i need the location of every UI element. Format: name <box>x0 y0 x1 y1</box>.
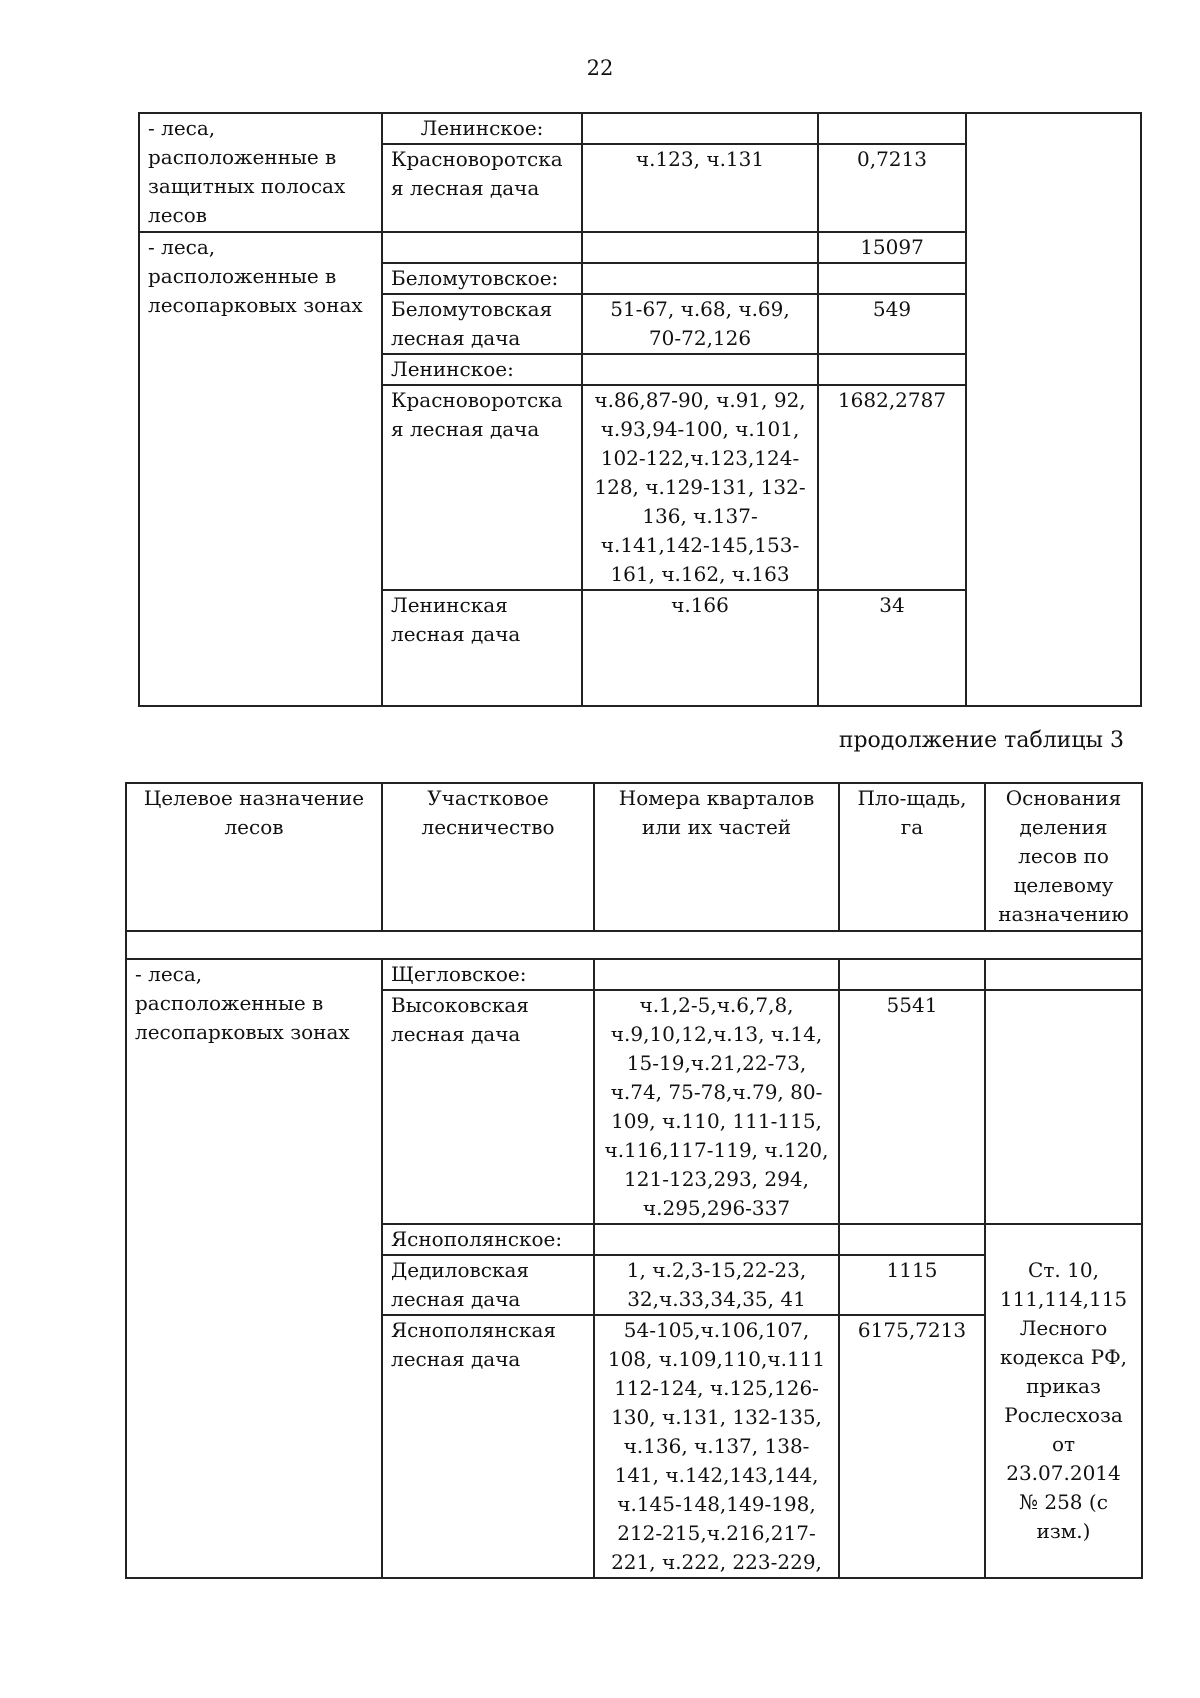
forest-table-part2 <box>125 782 1143 1579</box>
area-cell: 1115 <box>839 1255 985 1315</box>
forestry-cell: Беломутовское: <box>382 263 582 294</box>
quarters-cell: 1, ч.2,3-15,22-23, 32,ч.33,34,35, 41 <box>594 1255 839 1315</box>
quarters-cell <box>594 1224 839 1255</box>
forestry-cell: Дедиловская лесная дача <box>382 1255 594 1315</box>
table-header-row <box>126 783 1142 931</box>
forest-table-part1 <box>138 112 1142 707</box>
forestry-cell: Щегловское: <box>382 959 594 990</box>
forestry-cell: Красноворотская лесная дача <box>382 385 582 590</box>
header-area: Пло-щадь, га <box>839 783 985 931</box>
spacer-row <box>126 931 1142 959</box>
spacer-cell <box>126 931 1142 959</box>
area-cell: 1682,2787 <box>818 385 966 590</box>
forestry-cell: Высоковская лесная дача <box>382 990 594 1224</box>
quarters-cell <box>582 354 818 385</box>
area-cell: 6175,7213 <box>839 1315 985 1578</box>
area-cell: 0,7213 <box>818 144 966 232</box>
purpose-cell: - леса, расположенные в лесопарковых зонах <box>126 959 382 1578</box>
basis-cell-empty <box>985 990 1142 1224</box>
area-cell <box>839 1224 985 1255</box>
header-quarters: Номера кварталов или их частей <box>594 783 839 931</box>
quarters-cell: ч.123, ч.131 <box>582 144 818 232</box>
basis-cell <box>966 113 1141 706</box>
area-cell <box>818 113 966 144</box>
forestry-cell: Ленинское: <box>382 113 582 144</box>
quarters-cell: 54-105,ч.106,107, 108, ч.109,110,ч.111 112-124, ч.125,126-130, ч.131, 132-135, ч.136, ч.137, 138-141, ч.142,143,144, ч.145-148,149-198, 212-215,ч.216,217-221, ч.222, 223-229, <box>594 1315 839 1578</box>
quarters-cell <box>582 113 818 144</box>
quarters-cell <box>582 263 818 294</box>
forestry-cell <box>382 232 582 263</box>
area-cell <box>839 959 985 990</box>
forestry-cell: Яснополянская лесная дача <box>382 1315 594 1578</box>
quarters-cell: ч.166 <box>582 590 818 706</box>
table-row <box>126 959 1142 990</box>
purpose-cell: - леса, расположенные в защитных полосах лесов <box>139 113 382 232</box>
area-cell: 549 <box>818 294 966 354</box>
table-row <box>139 113 1141 144</box>
quarters-cell <box>582 232 818 263</box>
quarters-cell <box>594 959 839 990</box>
header-forestry: Участковое лесничество <box>382 783 594 931</box>
basis-cell-empty <box>985 959 1142 990</box>
forestry-cell: Яснополянское: <box>382 1224 594 1255</box>
basis-cell: Ст. 10, 111,114,115 Лесного кодекса РФ, приказ Рослесхоза от 23.07.2014 № 258 (с изм.) <box>985 1224 1142 1578</box>
header-basis: Основания деления лесов по целевому назначению <box>985 783 1142 931</box>
quarters-cell: 51-67, ч.68, ч.69, 70-72,126 <box>582 294 818 354</box>
table-continuation-caption: продолжение таблицы 3 <box>838 728 1124 753</box>
purpose-cell: - леса, расположенные в лесопарковых зонах <box>139 232 382 706</box>
quarters-cell: ч.1,2-5,ч.6,7,8, ч.9,10,12,ч.13, ч.14, 15-19,ч.21,22-73, ч.74, 75-78,ч.79, 80-109, ч.110, 111-115, ч.116,117-119, ч.120, 121-123,293, 294, ч.295,296-337 <box>594 990 839 1224</box>
forestry-cell: Красноворотская лесная дача <box>382 144 582 232</box>
area-cell <box>818 354 966 385</box>
page-number: 22 <box>586 56 614 80</box>
area-cell <box>818 263 966 294</box>
area-cell: 15097 <box>818 232 966 263</box>
forestry-cell: Беломутовская лесная дача <box>382 294 582 354</box>
quarters-cell: ч.86,87-90, ч.91, 92, ч.93,94-100, ч.101, 102-122,ч.123,124-128, ч.129-131, 132-136, ч.137-ч.141,142-145,153-161, ч.162, ч.163 <box>582 385 818 590</box>
forestry-cell: Ленинское: <box>382 354 582 385</box>
area-cell: 34 <box>818 590 966 706</box>
forestry-cell: Ленинская лесная дача <box>382 590 582 706</box>
area-cell: 5541 <box>839 990 985 1224</box>
header-purpose: Целевое назначение лесов <box>126 783 382 931</box>
